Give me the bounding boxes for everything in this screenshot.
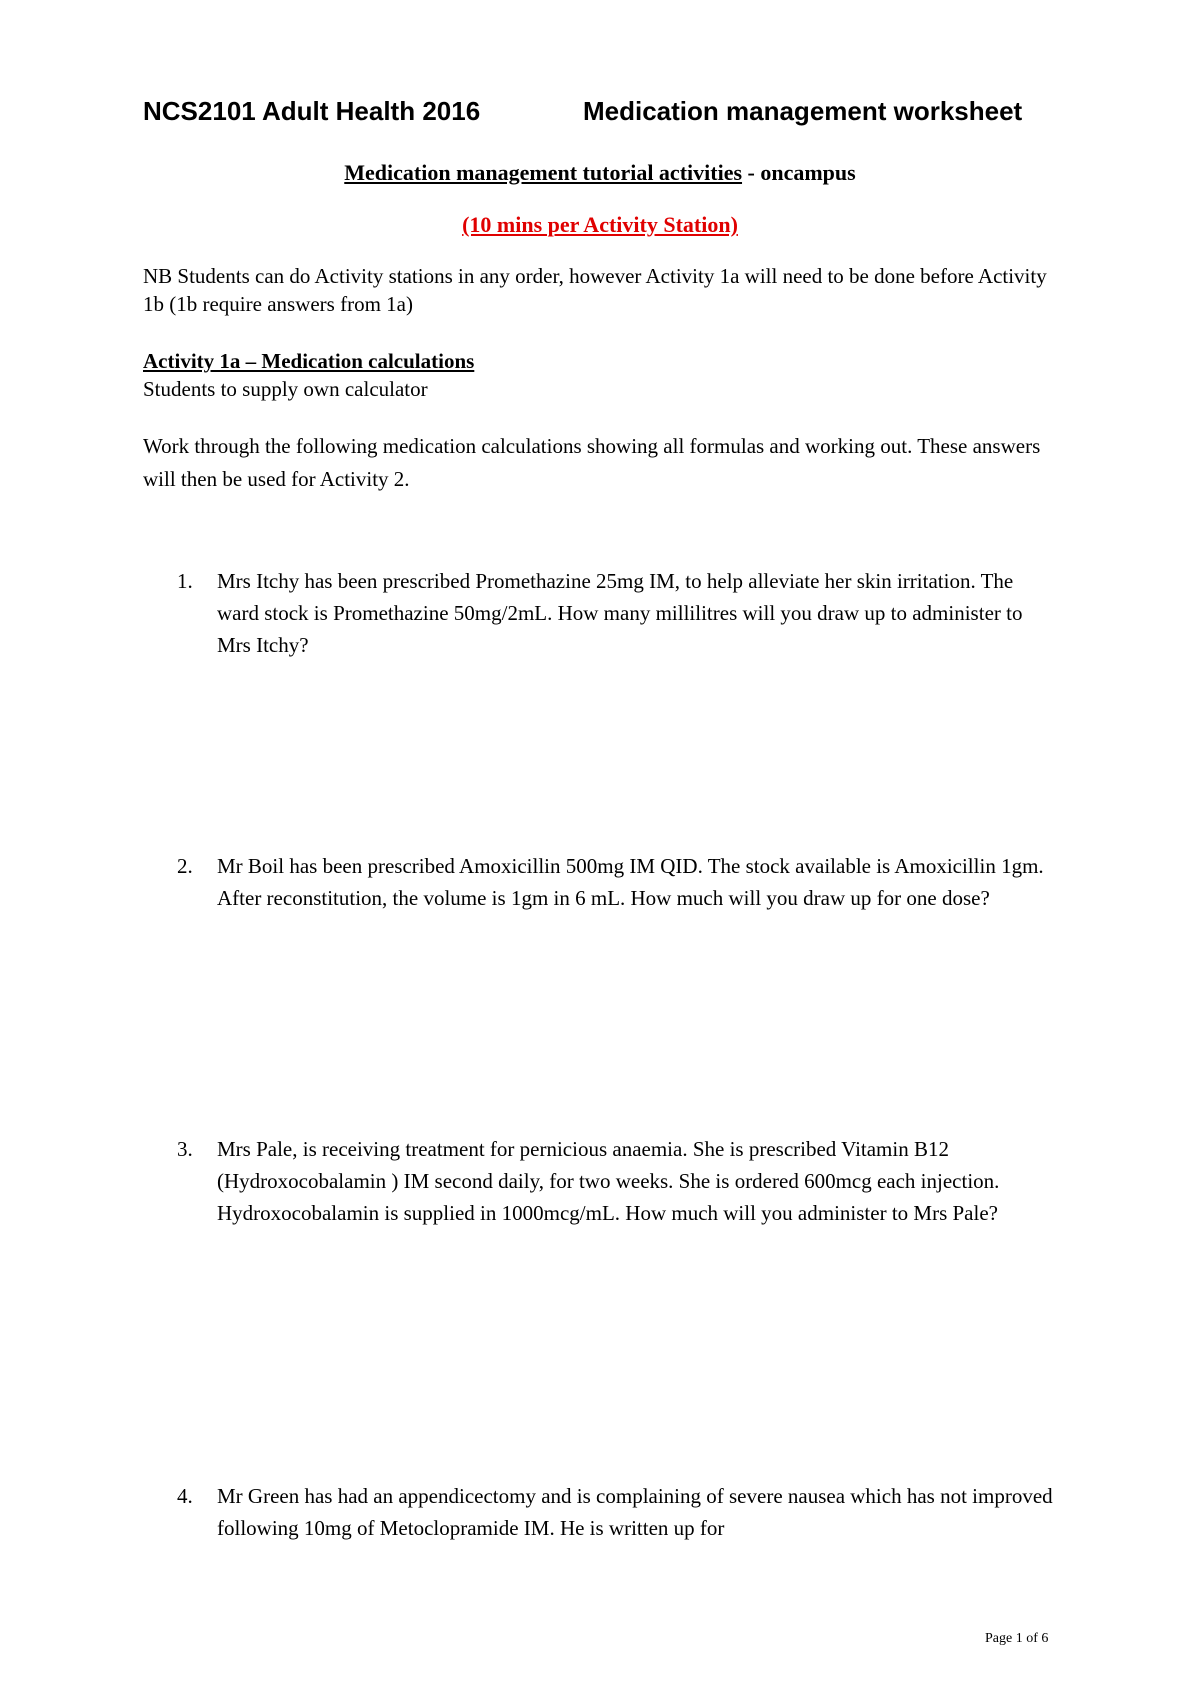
worksheet-title: Medication management worksheet [583, 96, 1023, 126]
nb-paragraph: NB Students can do Activity stations in any order, however Activity 1a will need to be done before Activity 1b (1b require answers from 1a) [143, 264, 1047, 316]
station-time-note: (10 mins per Activity Station) [462, 212, 738, 237]
question-number: 1. [177, 569, 193, 593]
activity-heading: Activity 1a – Medication calculations [143, 349, 475, 373]
activity-subtext: Students to supply own calculator [143, 377, 428, 401]
page-number: Page 1 of 6 [985, 1631, 1049, 1646]
question-text: Mr Boil has been prescribed Amoxicillin 500mg IM QID. The stock available is Amoxicillin 1gm. After reconstitution, the volume is 1gm in 6 mL. How much will you draw up for one dose? [217, 854, 1044, 910]
question-number: 2. [177, 854, 193, 878]
section-title [0, 160, 1200, 186]
section-title-main: Medication management tutorial activities [344, 160, 743, 185]
question-number: 3. [177, 1137, 193, 1161]
question-text: Mr Green has had an appendicectomy and is complaining of severe nausea which has not improved following 10mg of Metoclopramide IM. He is written up for [217, 1484, 1053, 1540]
document-header [143, 96, 1080, 130]
question-number: 4. [177, 1484, 193, 1508]
question-text: Mrs Itchy has been prescribed Promethazine 25mg IM, to help alleviate her skin irritation. The ward stock is Promethazine 50mg/2mL. How many millilitres will you draw up to administer to Mrs Itchy? [217, 569, 1023, 657]
question-text: Mrs Pale, is receiving treatment for pernicious anaemia. She is prescribed Vitamin B12 (Hydroxocobalamin ) IM second daily, for two weeks. She is ordered 600mcg each injection. Hydroxocobalamin is supplied in 1000mcg/mL. How much will you administer to Mrs Pale? [217, 1137, 1000, 1225]
course-title: NCS2101 Adult Health 2016 [143, 96, 481, 126]
activity-instructions: Work through the following medication calculations showing all formulas and working out. These answers will then be used for Activity 2. [143, 434, 1041, 491]
section-title-suffix: - oncampus [742, 160, 856, 185]
